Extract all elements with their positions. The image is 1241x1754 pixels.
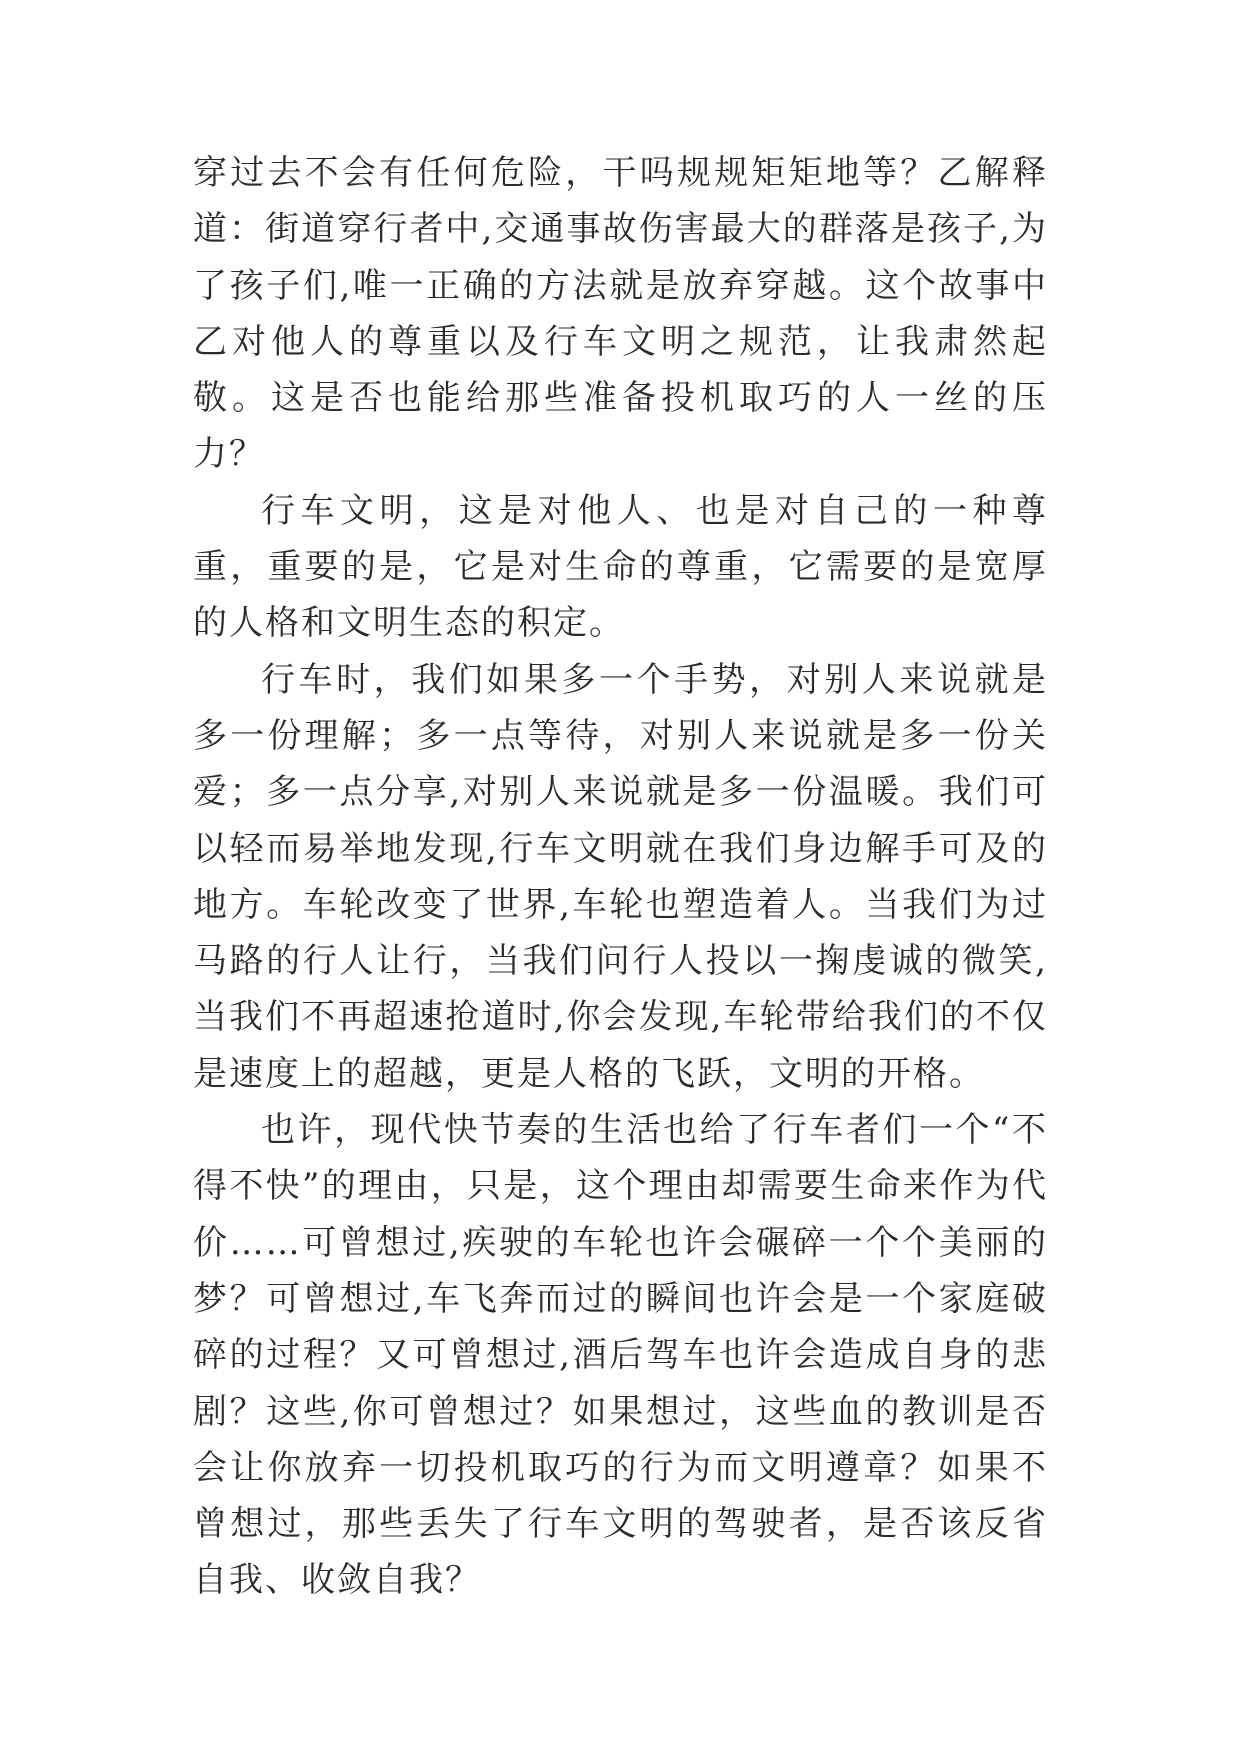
paragraph-4: 也许，现代快节奏的生活也给了行车者们一个“不得不快”的理由，只是，这个理由却需要生命来作为代价……可曾想过,疾驶的车轮也许会碾碎一个个美丽的梦？可曾想过,车飞奔而过的瞬间也许会是一个家庭破碎的过程？又可曾想过,酒后驾车也许会造成自身的悲剧？这些,你可曾想过？如果想过，这些血的教训是否会让你放弃一切投机取巧的行为而文明遵章？如果不曾想过，那些丢失了行车文明的驾驶者，是否该反省自我、收敛自我？ xyxy=(193,1110,1048,1601)
paragraph-3: 行车时，我们如果多一个手势，对别人来说就是多一份理解；多一点等待，对别人来说就是多一份关爱；多一点分享,对别人来说就是多一份温暖。我们可以轻而易举地发现,行车文明就在我们身边解手可及的地方。车轮改变了世界,车轮也塑造着人。当我们为过马路的行人让行，当我们问行人投以一掬虔诚的微笑,当我们不再超速抢道时,你会发现,车轮带给我们的不仅是速度上的超越，更是人格的飞跃，文明的开格。 xyxy=(193,659,1048,1094)
document-body xyxy=(193,145,1048,1609)
paragraph-2: 行车文明，这是对他人、也是对自己的一种尊重，重要的是，它是对生命的尊重，它需要的是宽厚的人格和文明生态的积定。 xyxy=(193,490,1048,644)
paragraph-1: 穿过去不会有任何危险，干吗规规矩矩地等？乙解释道：街道穿行者中,交通事故伤害最大的群落是孩子,为了孩子们,唯一正确的方法就是放弃穿越。这个故事中乙对他人的尊重以及行车文明之规范，让我肃然起敬。这是否也能给那些准备投机取巧的人一丝的压力？ xyxy=(193,153,1048,475)
